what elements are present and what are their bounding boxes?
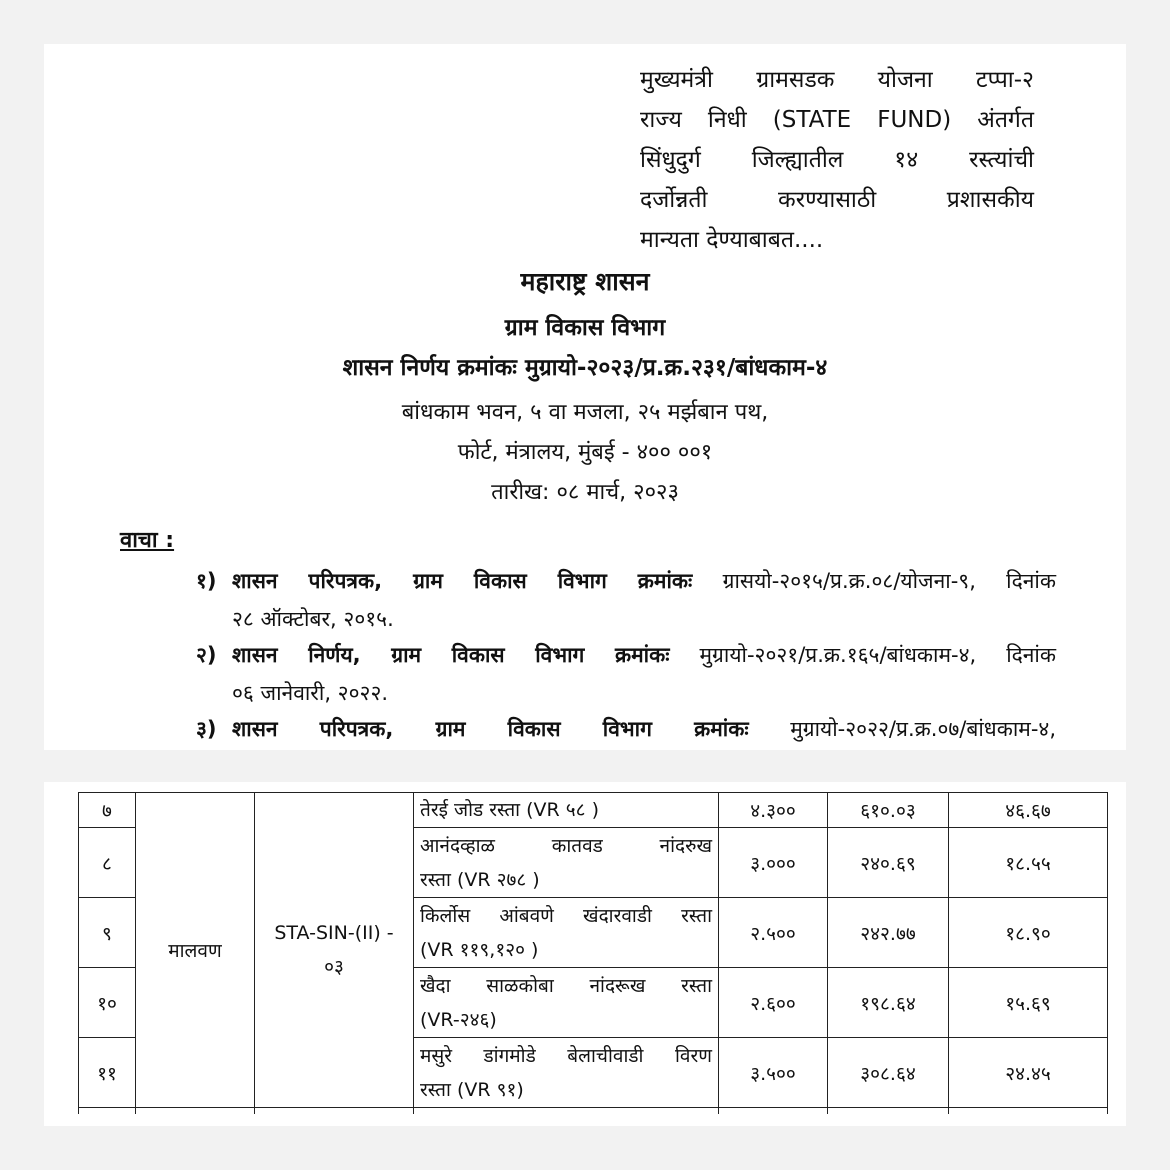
sr-number: ८ <box>79 828 136 898</box>
government-title: महाराष्ट्र शासन <box>520 267 650 296</box>
road-works-table <box>78 792 1108 1114</box>
maintenance-cost: १८.५५ <box>949 828 1108 898</box>
road-length: ३.५०० <box>719 1038 828 1108</box>
department-title: ग्राम विकास विभाग <box>504 315 666 341</box>
road-name: आनंदव्हाळ कातवड नांदरुख <box>420 834 712 857</box>
road-name-continued: रस्ता (VR ९१) <box>420 1078 524 1101</box>
road-name-continued: रस्ता (VR २७८ ) <box>420 868 540 891</box>
road-name: मसुरे डांगमोडे बेलाचीवाडी विरण <box>420 1044 712 1067</box>
road-name-continued: (VR-२४६) <box>420 1008 497 1031</box>
reference-title: शासन परिपत्रक, ग्राम विकास विभाग क्रमांकः <box>232 569 693 593</box>
reference-date: ०६ जानेवारी, २०२२. <box>232 681 389 705</box>
taluka-cell: मालवण <box>136 793 255 1108</box>
sr-number: १० <box>79 968 136 1038</box>
maintenance-cost: ४६.६७ <box>949 793 1108 828</box>
document-page-top <box>44 44 1126 750</box>
cutoff-cell <box>79 1108 136 1115</box>
road-name: तेरई जोड रस्ता (VR ५८ ) <box>420 799 600 821</box>
table-row <box>79 793 1108 828</box>
package-code-line: STA-SIN-(II) - <box>274 922 394 944</box>
address-line-2: फोर्ट, मंत्रालय, मुंबई - ४०० ००१ <box>457 440 713 465</box>
subject-line: राज्य निधी (STATE FUND) अंतर्गत <box>640 107 1034 133</box>
road-name-cell <box>414 828 719 898</box>
reference-item <box>196 562 1056 638</box>
subject-block <box>640 60 1034 260</box>
table-row-cutoff <box>79 1108 1108 1115</box>
road-cost: २४०.६९ <box>828 828 949 898</box>
reference-detail: मुग्रायो-२०२१/प्र.क्र.१६५/बांधकाम-४, दिनांक <box>699 643 1056 667</box>
road-name-cell <box>414 793 719 828</box>
document-page-bottom <box>44 782 1126 1126</box>
subject-line: मान्यता देण्याबाबत.... <box>640 227 824 253</box>
subject-line: मुख्यमंत्री ग्रामसडक योजना टप्पा-२ <box>640 67 1034 93</box>
road-name-cell <box>414 1038 719 1108</box>
cutoff-cell <box>719 1108 828 1115</box>
reference-title: शासन परिपत्रक, ग्राम विकास विभाग क्रमांकः <box>232 717 749 741</box>
reference-number: १) <box>196 569 217 593</box>
road-cost: ३०८.६४ <box>828 1038 949 1108</box>
read-label: वाचा : <box>120 528 175 553</box>
address-line-1: बांधकाम भवन, ५ वा मजला, २५ मर्झबान पथ, <box>401 400 769 425</box>
cutoff-cell <box>255 1108 414 1115</box>
maintenance-cost: १५.६९ <box>949 968 1108 1038</box>
subject-line: दर्जोन्नती करण्यासाठी प्रशासकीय <box>640 187 1034 213</box>
reference-title: शासन निर्णय, ग्राम विकास विभाग क्रमांकः <box>232 643 670 667</box>
road-name: किर्लोस आंबवणे खंदारवाडी रस्ता <box>420 904 712 927</box>
road-length: २.५०० <box>719 898 828 968</box>
reference-detail: मुग्रायो-२०२२/प्र.क्र.०७/बांधकाम-४, <box>790 717 1056 741</box>
sr-number: ११ <box>79 1038 136 1108</box>
cutoff-cell <box>949 1108 1108 1115</box>
road-length: ४.३०० <box>719 793 828 828</box>
maintenance-cost: २४.४५ <box>949 1038 1108 1108</box>
cutoff-cell <box>828 1108 949 1115</box>
reference-item <box>196 636 1056 712</box>
road-cost: २४२.७७ <box>828 898 949 968</box>
road-cost: १९८.६४ <box>828 968 949 1038</box>
road-length: २.६०० <box>719 968 828 1038</box>
road-name: खैदा साळकोबा नांदरूख रस्ता <box>420 974 712 997</box>
sr-number: ९ <box>79 898 136 968</box>
road-name-cell <box>414 968 719 1038</box>
road-cost: ६१०.०३ <box>828 793 949 828</box>
package-code-line: ०३ <box>324 956 344 978</box>
reference-detail: ग्रासयो-२०१५/प्र.क्र.०८/योजना-९, दिनांक <box>722 569 1056 593</box>
road-name-cell <box>414 898 719 968</box>
package-code-cell <box>255 793 414 1108</box>
road-length: ३.००० <box>719 828 828 898</box>
subject-line: सिंधुदुर्ग जिल्ह्यातील १४ रस्त्यांची <box>640 147 1034 173</box>
document-date: तारीख: ०८ मार्च, २०२३ <box>491 480 679 505</box>
maintenance-cost: १८.९० <box>949 898 1108 968</box>
reference-date: २८ ऑक्टोबर, २०१५. <box>232 607 394 631</box>
cutoff-cell <box>136 1108 255 1115</box>
gr-number: शासन निर्णय क्रमांकः मुग्रायो-२०२३/प्र.क्र.२३१/बांधकाम-४ <box>342 355 828 381</box>
reference-number: २) <box>196 643 217 667</box>
cutoff-cell <box>414 1108 719 1115</box>
road-name-continued: (VR ११९,१२० ) <box>420 938 539 961</box>
sr-number: ७ <box>79 793 136 828</box>
reference-item <box>196 710 1056 748</box>
reference-number: ३) <box>196 717 217 741</box>
